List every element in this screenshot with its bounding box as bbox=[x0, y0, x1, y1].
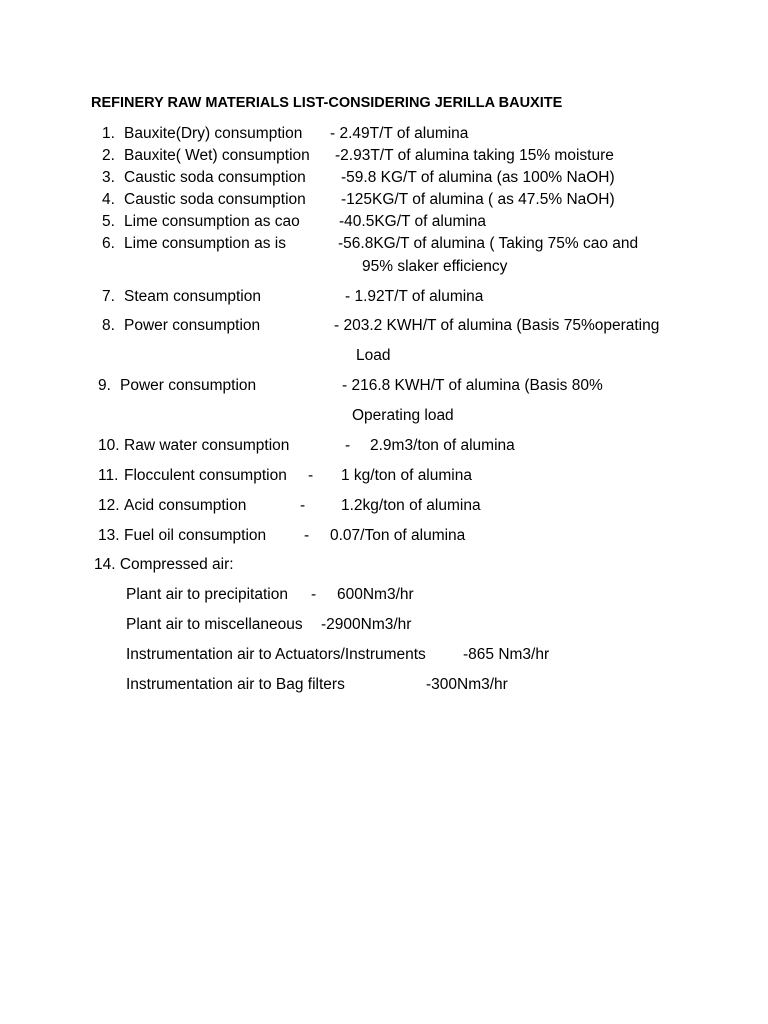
item-label: Bauxite( Wet) consumption bbox=[124, 147, 310, 164]
item-number: 7. bbox=[102, 288, 115, 305]
compressed-air-value: -2900Nm3/hr bbox=[321, 616, 412, 633]
item-label: Bauxite(Dry) consumption bbox=[124, 125, 303, 142]
item-number: 5. bbox=[102, 213, 115, 230]
item-number: 12. bbox=[98, 497, 120, 514]
item-number: 9. bbox=[98, 377, 111, 394]
compressed-air-label: Instrumentation air to Bag filters bbox=[126, 676, 345, 693]
item-value: -2.93T/T of alumina taking 15% moisture bbox=[335, 147, 614, 164]
item-value: 2.9m3/ton of alumina bbox=[370, 437, 515, 454]
item-value: - 216.8 KWH/T of alumina (Basis 80% bbox=[342, 377, 603, 394]
item-number: 3. bbox=[102, 169, 115, 186]
item-value: 0.07/Ton of alumina bbox=[330, 527, 466, 544]
item-dash: - bbox=[308, 467, 314, 484]
item-dash: - bbox=[300, 497, 306, 514]
item-value: 1.2kg/ton of alumina bbox=[341, 497, 481, 514]
item-number: 1. bbox=[102, 125, 115, 142]
item-label: Caustic soda consumption bbox=[124, 191, 306, 208]
document-title: REFINERY RAW MATERIALS LIST-CONSIDERING JERILLA BAUXITE bbox=[91, 95, 563, 111]
item-label: Lime consumption as is bbox=[124, 235, 286, 252]
item-value: -125KG/T of alumina ( as 47.5% NaOH) bbox=[341, 191, 615, 208]
item-value: 1 kg/ton of alumina bbox=[341, 467, 472, 484]
item-value: -59.8 KG/T of alumina (as 100% NaOH) bbox=[341, 169, 615, 186]
compressed-air-dash: - bbox=[311, 586, 317, 603]
item-number: 6. bbox=[102, 235, 115, 252]
item-number: 8. bbox=[102, 317, 115, 334]
item-value-continuation: 95% slaker efficiency bbox=[362, 258, 508, 275]
item-dash: - bbox=[304, 527, 310, 544]
compressed-air-label: Instrumentation air to Actuators/Instruments bbox=[126, 646, 426, 663]
item-number: 11. bbox=[98, 467, 119, 484]
item-value-continuation: Operating load bbox=[352, 407, 454, 424]
item-number: 10. bbox=[98, 437, 120, 454]
compressed-air-label: Plant air to precipitation bbox=[126, 586, 288, 603]
compressed-air-value: -300Nm3/hr bbox=[426, 676, 508, 693]
item-label: Power consumption bbox=[124, 317, 261, 334]
item-dash: - bbox=[345, 437, 351, 454]
item-label: Lime consumption as cao bbox=[124, 213, 300, 230]
compressed-air-value: -865 Nm3/hr bbox=[463, 646, 550, 663]
item-value: - 203.2 KWH/T of alumina (Basis 75%operating bbox=[334, 317, 660, 334]
item-value-continuation: Load bbox=[356, 347, 391, 364]
item-value: -56.8KG/T of alumina ( Taking 75% cao and bbox=[338, 235, 639, 252]
compressed-air-value: 600Nm3/hr bbox=[337, 586, 414, 603]
item-number: 13. bbox=[98, 527, 120, 544]
item-label: Caustic soda consumption bbox=[124, 169, 306, 186]
item-label: Fuel oil consumption bbox=[124, 527, 267, 544]
compressed-air-label: Plant air to miscellaneous bbox=[126, 616, 303, 633]
item-label: Power consumption bbox=[120, 377, 257, 394]
item-value: - 1.92T/T of alumina bbox=[345, 288, 484, 305]
item-value: - 2.49T/T of alumina bbox=[330, 125, 469, 142]
item-label: Flocculent consumption bbox=[124, 467, 287, 484]
item-label: Acid consumption bbox=[124, 497, 247, 514]
item-label: Steam consumption bbox=[124, 288, 261, 305]
compressed-air-heading: 14. Compressed air: bbox=[94, 556, 234, 573]
item-number: 2. bbox=[102, 147, 115, 164]
item-label: Raw water consumption bbox=[124, 437, 290, 454]
item-number: 4. bbox=[102, 191, 115, 208]
item-value: -40.5KG/T of alumina bbox=[339, 213, 487, 230]
